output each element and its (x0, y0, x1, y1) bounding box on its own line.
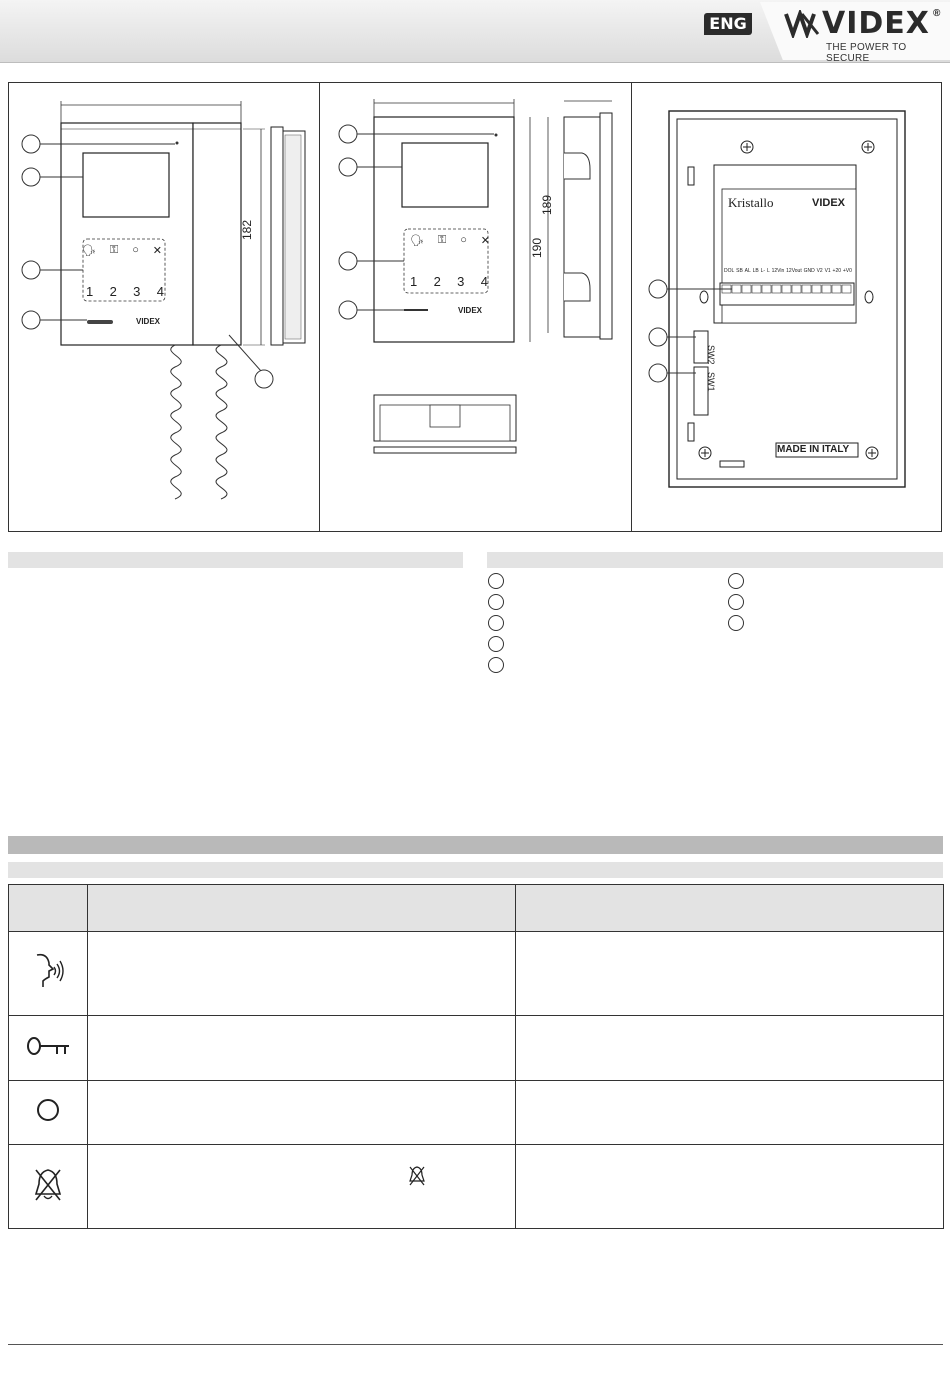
language-badge: ENG (704, 13, 752, 35)
table-cell (88, 1145, 516, 1229)
section-header-functions (8, 836, 943, 854)
table-header-cell (88, 885, 516, 932)
terminal-label: 12Vin (771, 268, 785, 274)
terminal-label: V1 (824, 268, 831, 274)
callout-circle (488, 594, 504, 610)
switch-label-sw2: SW2 (706, 345, 716, 365)
left-key-numbers (86, 284, 164, 299)
middle-key-icons (410, 234, 490, 248)
left-monitor-drawing (9, 83, 319, 531)
terminal-label: L- (760, 268, 766, 274)
rear-label-brand: VIDEX (812, 197, 846, 209)
section-header-right (487, 552, 943, 568)
terminal-label: L (766, 268, 770, 274)
brand-registered-mark: ® (933, 8, 941, 19)
terminal-label: LB (752, 268, 759, 274)
key-number-2: 2 (433, 274, 441, 289)
key-number-1: 1 (410, 274, 418, 289)
left-height-dimension: 182 (240, 219, 254, 240)
terminal-label: +20 (832, 268, 842, 274)
table-icon-cell (9, 1145, 88, 1229)
terminal-label: GND (803, 268, 815, 274)
middle-key-numbers (410, 274, 488, 289)
callout-circle (488, 636, 504, 652)
made-in-label: MADE IN ITALY (777, 444, 850, 455)
rear-product-label: Kristallo (728, 195, 774, 210)
terminal-label: 12Vout (786, 268, 802, 274)
mute-bell-icon (408, 1165, 426, 1187)
brand-tagline: THE POWER TO SECURE (826, 42, 907, 64)
speak-icon: 🗣︎ (410, 235, 424, 247)
table-row (9, 1145, 944, 1229)
table-cell (516, 932, 944, 1016)
table-cell (88, 932, 516, 1016)
left-key-icons (82, 244, 162, 258)
table-cell (88, 1016, 516, 1081)
callout-circle (728, 594, 744, 610)
terminal-labels (724, 268, 852, 282)
footer-rule (8, 1344, 943, 1345)
circle-button-icon: ○ (460, 234, 467, 246)
table-row (9, 1016, 944, 1081)
callout-circle (728, 615, 744, 631)
key-number-4: 4 (156, 284, 164, 299)
mute-bell-icon: ✕ (480, 235, 490, 247)
mute-bell-icon (33, 1166, 63, 1202)
middle-monitor-logo: VIDEX (458, 306, 483, 315)
table-cell (516, 1081, 944, 1145)
key-number-2: 2 (109, 284, 117, 299)
middle-height-dimension-outer: 190 (530, 237, 544, 258)
left-monitor-logo: VIDEX (136, 317, 161, 326)
key-number-1: 1 (86, 284, 94, 299)
table-icon-cell (9, 932, 88, 1016)
key-number-3: 3 (133, 284, 141, 299)
terminal-label: SB (736, 268, 743, 274)
key-icon (25, 1034, 71, 1058)
terminal-label: +V0 (842, 268, 852, 274)
speak-icon: 🗣︎ (82, 245, 96, 257)
switch-label-sw1: SW1 (706, 372, 716, 392)
table-cell (88, 1081, 516, 1145)
table-cell (516, 1145, 944, 1229)
middle-height-dimension-inner: 189 (540, 194, 554, 215)
callout-circle (488, 615, 504, 631)
mute-bell-icon: ✕ (152, 245, 162, 257)
videx-logo-icon (784, 10, 820, 38)
callout-circle (488, 573, 504, 589)
callout-circle (728, 573, 744, 589)
table-row (9, 1081, 944, 1145)
key-icon: ⚿ (109, 244, 119, 256)
functions-table (8, 884, 944, 1229)
key-number-4: 4 (480, 274, 488, 289)
speak-icon (31, 951, 65, 991)
table-row (9, 932, 944, 1016)
terminal-label: V2 (816, 268, 823, 274)
circle-button-icon (35, 1097, 61, 1123)
section-subheader-functions (8, 862, 943, 878)
callout-circle (488, 657, 504, 673)
key-number-3: 3 (457, 274, 465, 289)
table-icon-cell (9, 1081, 88, 1145)
table-header-row (9, 885, 944, 932)
table-header-cell (9, 885, 88, 932)
table-icon-cell (9, 1016, 88, 1081)
circle-button-icon: ○ (132, 244, 139, 256)
key-icon: ⚿ (437, 234, 447, 246)
rear-panel-drawing (632, 83, 941, 531)
terminal-label: DOL (724, 268, 735, 274)
table-header-cell (516, 885, 944, 932)
table-cell (516, 1016, 944, 1081)
terminal-label: AL (744, 268, 751, 274)
section-header-left (8, 552, 463, 568)
brand-name: VIDEX (822, 6, 930, 41)
